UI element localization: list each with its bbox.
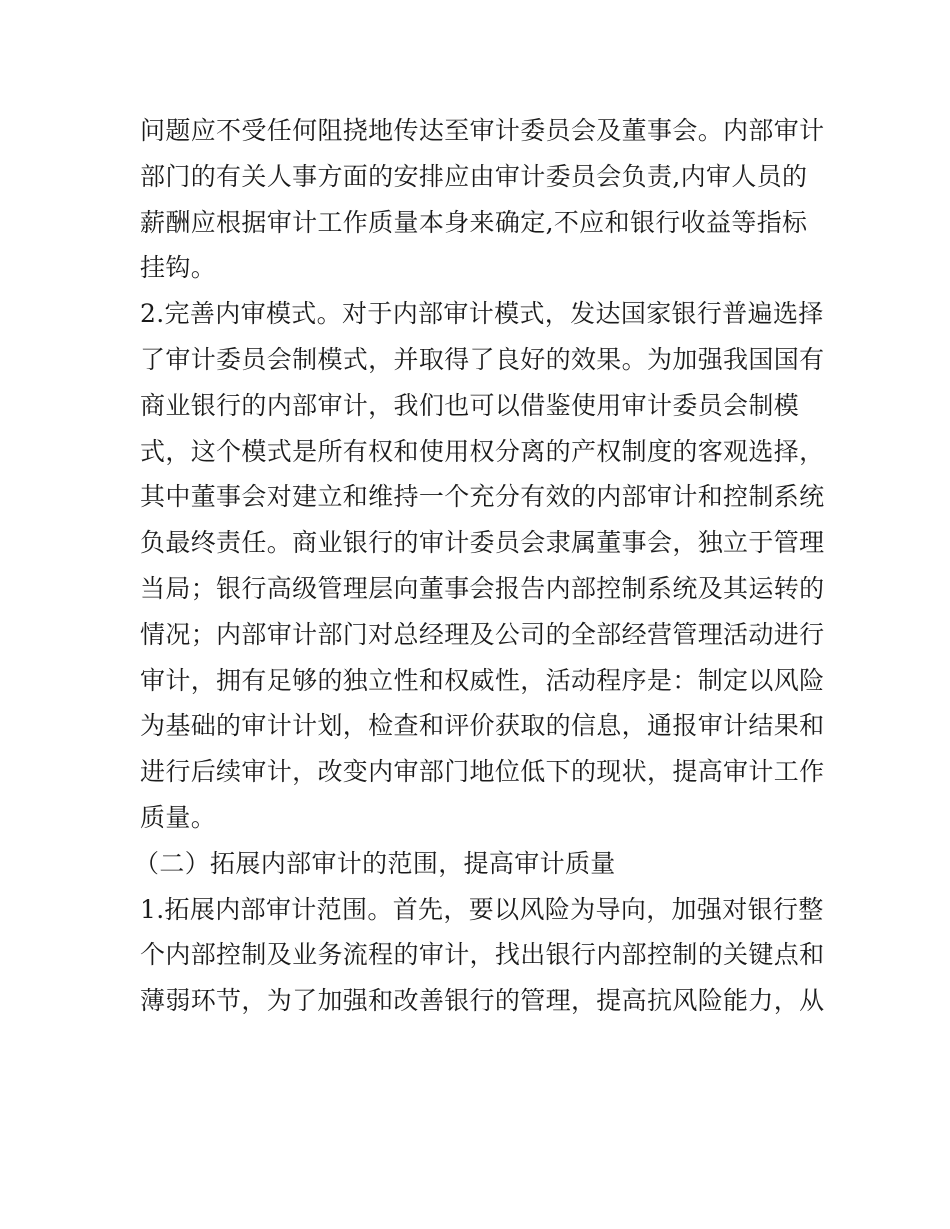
text-line: 其中董事会对建立和维持一个充分有效的内部审计和控制系统 (140, 482, 825, 512)
text-line: 了审计委员会制模式，并取得了良好的效果。为加强我国国有 (140, 344, 825, 374)
text-line: 个内部控制及业务流程的审计，找出银行内部控制的关键点和 (140, 940, 825, 970)
text-line: 质量。 (140, 802, 217, 832)
text-line: 负最终责任。商业银行的审计委员会隶属董事会，独立于管理 (140, 528, 825, 558)
text-line: 部门的有关人事方面的安排应由审计委员会负责,内审人员的 (140, 161, 808, 191)
text-line: 情况；内部审计部门对总经理及公司的全部经营管理活动进行 (140, 619, 825, 649)
text-line: 挂钩。 (140, 253, 217, 283)
text-line: 薪酬应根据审计工作质量本身来确定,不应和银行收益等指标 (140, 207, 808, 237)
text-line: 薄弱环节，为了加强和改善银行的管理，提高抗风险能力，从 (140, 986, 825, 1016)
text-line: 为基础的审计计划，检查和评价获取的信息，通报审计结果和 (140, 711, 825, 741)
text-line: 1.拓展内部审计范围。首先，要以风险为导向，加强对银行整 (140, 894, 824, 924)
text-line: 问题应不受任何阻挠地传达至审计委员会及董事会。内部审计 (140, 116, 825, 145)
text-line: 2.完善内审模式。对于内部审计模式，发达国家银行普遍选择 (140, 299, 824, 329)
body-text (134, 108, 825, 1024)
text-line: 商业银行的内部审计，我们也可以借鉴使用审计委员会制模 (140, 390, 800, 420)
text-line: 式，这个模式是所有权和使用权分离的产权制度的客观选择， (140, 436, 825, 466)
text-line: 进行后续审计，改变内审部门地位低下的现状，提高审计工作 (140, 757, 825, 787)
text-line: 当局；银行高级管理层向董事会报告内部控制系统及其运转的 (140, 573, 825, 603)
section-heading: （二）拓展内部审计的范围，提高审计质量 (134, 848, 616, 878)
text-line: 审计，拥有足够的独立性和权威性，活动程序是：制定以风险 (140, 665, 825, 695)
